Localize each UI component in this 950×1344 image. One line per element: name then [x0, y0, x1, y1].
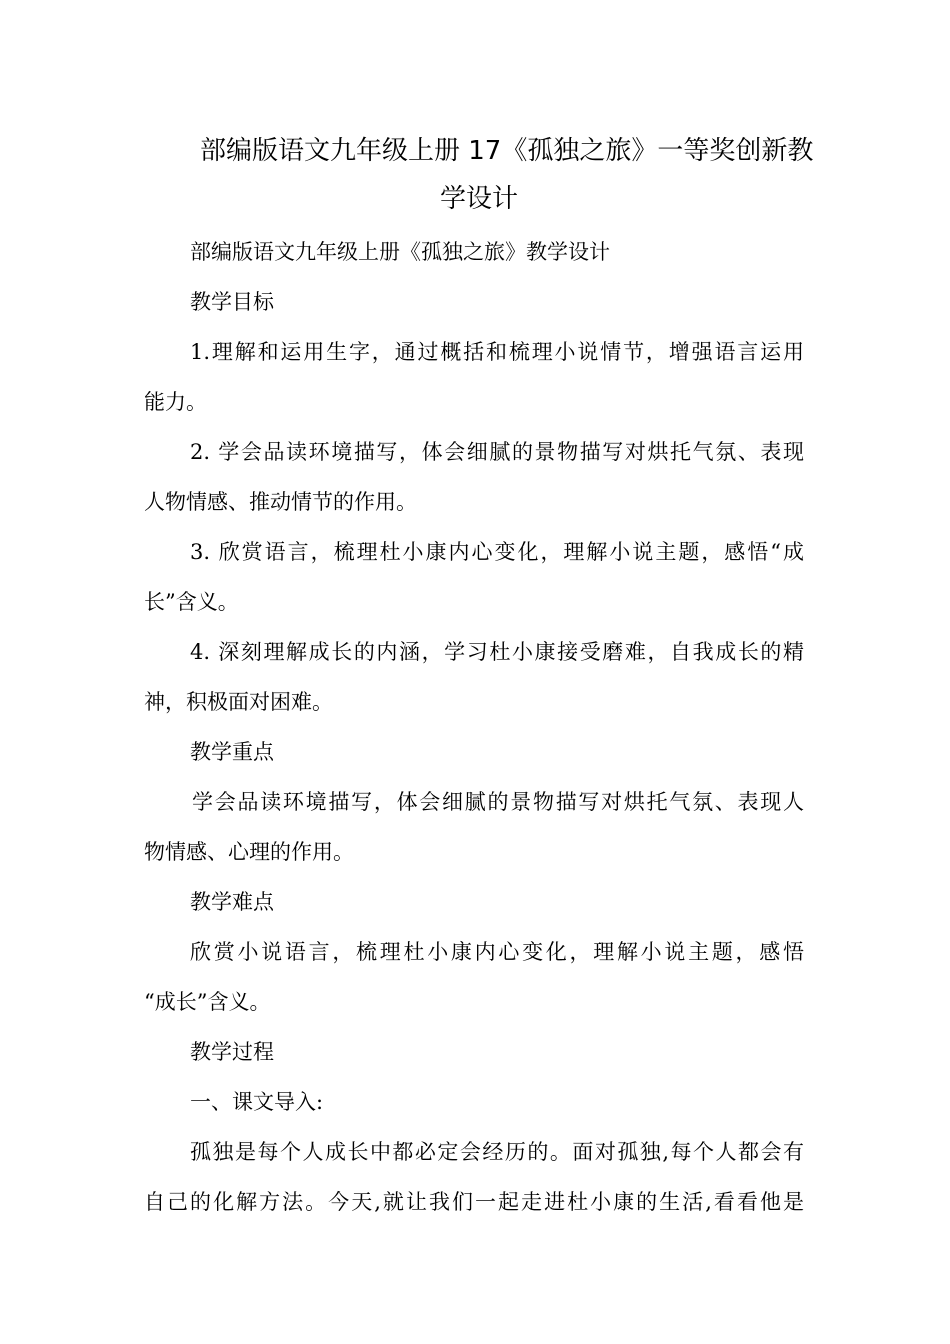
key-point-line-1: 学会品读环境描写，体会细腻的景物描写对烘托气氛、表现人: [192, 790, 804, 814]
objective-3-line-1: 3. 欣赏语言，梳理杜小康内心变化，理解小说主题，感悟“成: [190, 540, 804, 564]
section-heading-difficulties: 教学难点: [190, 890, 274, 914]
objective-4-line-1: 4. 深刻理解成长的内涵，学习杜小康接受磨难，自我成长的精: [190, 640, 804, 664]
difficulty-line-2: “成长”含义。: [144, 990, 271, 1014]
objective-1-line-1: 1.理解和运用生字，通过概括和梳理小说情节，增强语言运用: [190, 340, 804, 364]
objective-1-line-2: 能力。: [144, 390, 207, 414]
objective-3-line-2: 长”含义。: [144, 590, 239, 614]
section-heading-objectives: 教学目标: [190, 290, 274, 314]
objective-4-line-2: 神，积极面对困难。: [144, 690, 333, 714]
document-title-line-1: 部编版语文九年级上册 17《孤独之旅》一等奖创新教: [200, 136, 814, 166]
section-heading-key-points: 教学重点: [190, 740, 274, 764]
subtitle: 部编版语文九年级上册《孤独之旅》教学设计: [190, 240, 610, 264]
intro-paragraph-line-1: 孤独是每个人成长中都必定会经历的。面对孤独,每个人都会有: [190, 1140, 804, 1164]
objective-2-line-2: 人物情感、推动情节的作用。: [144, 490, 417, 514]
objective-2-line-1: 2. 学会品读环境描写，体会细腻的景物描写对烘托气氛、表现: [190, 440, 804, 464]
difficulty-line-1: 欣赏小说语言，梳理杜小康内心变化，理解小说主题，感悟: [190, 940, 804, 964]
intro-paragraph-line-2: 自己的化解方法。今天,就让我们一起走进杜小康的生活,看看他是: [144, 1190, 804, 1214]
process-step-1-heading: 一、课文导入:: [190, 1090, 324, 1114]
section-heading-process: 教学过程: [190, 1040, 274, 1064]
key-point-line-2: 物情感、心理的作用。: [144, 840, 354, 864]
document-title-line-2: 学设计: [440, 184, 519, 214]
